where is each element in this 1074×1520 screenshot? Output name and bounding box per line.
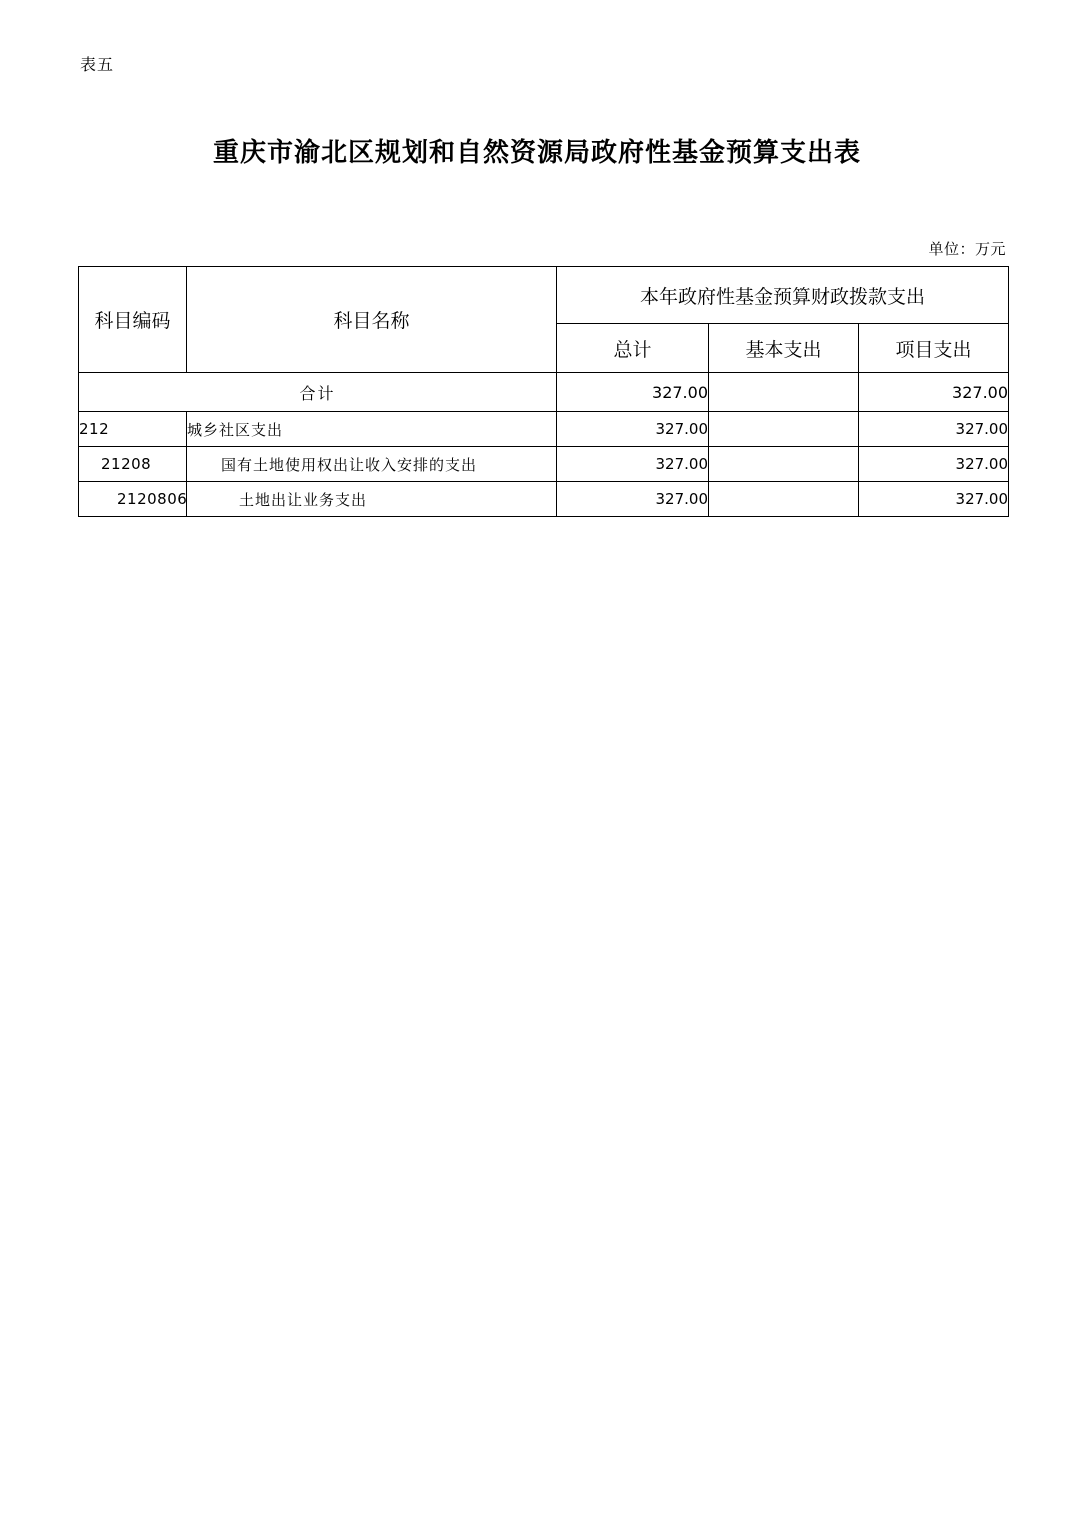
table-row — [79, 482, 1009, 517]
header-name: 科目名称 — [187, 267, 557, 373]
header-code: 科目编码 — [79, 267, 187, 373]
row-name: 土地出让业务支出 — [187, 482, 557, 517]
header-basic: 基本支出 — [709, 324, 859, 373]
table-row-total — [79, 373, 1009, 412]
header-project: 项目支出 — [859, 324, 1009, 373]
total-project: 327.00 — [859, 373, 1009, 412]
row-name: 城乡社区支出 — [187, 412, 557, 447]
row-code: 21208 — [79, 447, 187, 482]
row-basic — [709, 482, 859, 517]
page-title: 重庆市渝北区规划和自然资源局政府性基金预算支出表 — [212, 138, 861, 167]
total-basic — [709, 373, 859, 412]
table-row — [79, 447, 1009, 482]
total-total: 327.00 — [557, 373, 709, 412]
unit-note: 单位：万元 — [928, 240, 1006, 258]
row-total: 327.00 — [557, 447, 709, 482]
budget-expenditure-table — [78, 266, 1009, 517]
row-total: 327.00 — [557, 482, 709, 517]
table-header-row-1 — [79, 267, 1009, 324]
row-basic — [709, 447, 859, 482]
row-name: 国有土地使用权出让收入安排的支出 — [187, 447, 557, 482]
row-project: 327.00 — [859, 412, 1009, 447]
sheet-label: 表五 — [80, 55, 115, 74]
row-project: 327.00 — [859, 447, 1009, 482]
header-group: 本年政府性基金预算财政拨款支出 — [557, 267, 1009, 324]
row-code: 212 — [79, 412, 187, 447]
row-total: 327.00 — [557, 412, 709, 447]
row-code: 2120806 — [79, 482, 187, 517]
row-basic — [709, 412, 859, 447]
header-total: 总计 — [557, 324, 709, 373]
table-row — [79, 412, 1009, 447]
row-project: 327.00 — [859, 482, 1009, 517]
total-label: 合计 — [79, 373, 557, 412]
